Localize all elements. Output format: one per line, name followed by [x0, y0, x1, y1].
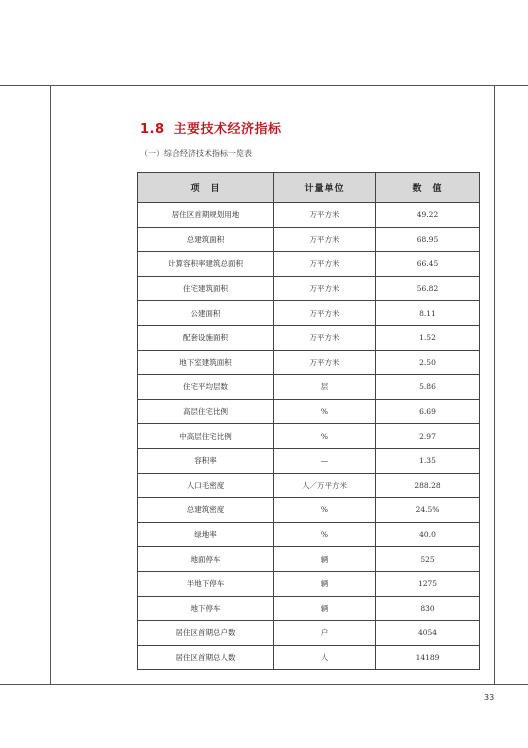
cell-value: 24.5%: [376, 498, 480, 523]
table-row: [138, 424, 480, 449]
table-caption: （一）综合经济技术指标一览表: [140, 149, 252, 158]
cell-item: 容积率: [138, 448, 274, 473]
table-row: [138, 325, 480, 350]
bottom-rule: [0, 684, 528, 685]
cell-unit: 万平方米: [274, 227, 376, 252]
top-rule: [0, 85, 528, 86]
section-number: 1.8: [140, 122, 165, 137]
cell-value: 2.97: [376, 424, 480, 449]
table-row: [138, 203, 480, 228]
column-header-item: 项 目: [138, 173, 274, 203]
cell-unit: %: [274, 498, 376, 523]
table-row: [138, 350, 480, 375]
indicators-table: [137, 172, 480, 670]
cell-item: 中高层住宅比例: [138, 424, 274, 449]
cell-item: 绿地率: [138, 522, 274, 547]
cell-value: 288.28: [376, 473, 480, 498]
table-row: [138, 252, 480, 277]
cell-unit: 人／万平方米: [274, 473, 376, 498]
cell-unit: —: [274, 448, 376, 473]
cell-value: 830: [376, 596, 480, 621]
cell-unit: %: [274, 522, 376, 547]
cell-item: 总建筑面积: [138, 227, 274, 252]
cell-item: 地下停车: [138, 596, 274, 621]
table-row: [138, 645, 480, 670]
cell-unit: 人: [274, 645, 376, 670]
cell-value: 49.22: [376, 203, 480, 228]
table-row: [138, 522, 480, 547]
cell-item: 人口毛密度: [138, 473, 274, 498]
cell-unit: 辆: [274, 571, 376, 596]
cell-unit: 万平方米: [274, 276, 376, 301]
cell-value: 8.11: [376, 301, 480, 326]
cell-item: 居住区首期总人数: [138, 645, 274, 670]
table-row: [138, 547, 480, 572]
cell-unit: %: [274, 424, 376, 449]
table-row: [138, 301, 480, 326]
cell-unit: 万平方米: [274, 203, 376, 228]
left-margin-rule: [50, 85, 51, 684]
table-row: [138, 596, 480, 621]
cell-value: 1.35: [376, 448, 480, 473]
cell-value: 1275: [376, 571, 480, 596]
cell-value: 56.82: [376, 276, 480, 301]
cell-unit: 万平方米: [274, 301, 376, 326]
table-row: [138, 276, 480, 301]
section-title: 主要技术经济指标: [173, 122, 282, 137]
column-header-unit: 计量单位: [274, 173, 376, 203]
cell-value: 66.45: [376, 252, 480, 277]
cell-unit: 户: [274, 621, 376, 646]
cell-item: 住宅建筑面积: [138, 276, 274, 301]
table-body: [138, 203, 480, 670]
cell-item: 计算容积率建筑总面积: [138, 252, 274, 277]
table-row: [138, 571, 480, 596]
table-header-row: [138, 173, 480, 203]
cell-value: 68.95: [376, 227, 480, 252]
cell-value: 4054: [376, 621, 480, 646]
cell-item: 半地下停车: [138, 571, 274, 596]
cell-item: 地面停车: [138, 547, 274, 572]
table-row: [138, 375, 480, 400]
table-row: [138, 621, 480, 646]
cell-item: 总建筑密度: [138, 498, 274, 523]
cell-unit: 万平方米: [274, 252, 376, 277]
cell-value: 40.0: [376, 522, 480, 547]
cell-value: 525: [376, 547, 480, 572]
table-row: [138, 227, 480, 252]
cell-unit: 辆: [274, 547, 376, 572]
cell-value: 5.86: [376, 375, 480, 400]
cell-unit: 辆: [274, 596, 376, 621]
cell-unit: 万平方米: [274, 325, 376, 350]
cell-unit: 层: [274, 375, 376, 400]
cell-item: 居住区首期规划用地: [138, 203, 274, 228]
table-row: [138, 399, 480, 424]
table-row: [138, 448, 480, 473]
right-margin-rule: [494, 85, 495, 684]
page-number: 33: [484, 693, 495, 702]
cell-value: 2.50: [376, 350, 480, 375]
table-row: [138, 498, 480, 523]
cell-item: 地下室建筑面积: [138, 350, 274, 375]
cell-value: 14189: [376, 645, 480, 670]
cell-item: 居住区首期总户数: [138, 621, 274, 646]
cell-unit: 万平方米: [274, 350, 376, 375]
cell-value: 1.52: [376, 325, 480, 350]
cell-item: 公建面积: [138, 301, 274, 326]
column-header-value: 数 值: [376, 173, 480, 203]
table-row: [138, 473, 480, 498]
section-heading: [140, 118, 282, 137]
cell-item: 配套设施面积: [138, 325, 274, 350]
cell-item: 住宅平均层数: [138, 375, 274, 400]
cell-value: 6.69: [376, 399, 480, 424]
cell-unit: %: [274, 399, 376, 424]
cell-item: 高层住宅比例: [138, 399, 274, 424]
